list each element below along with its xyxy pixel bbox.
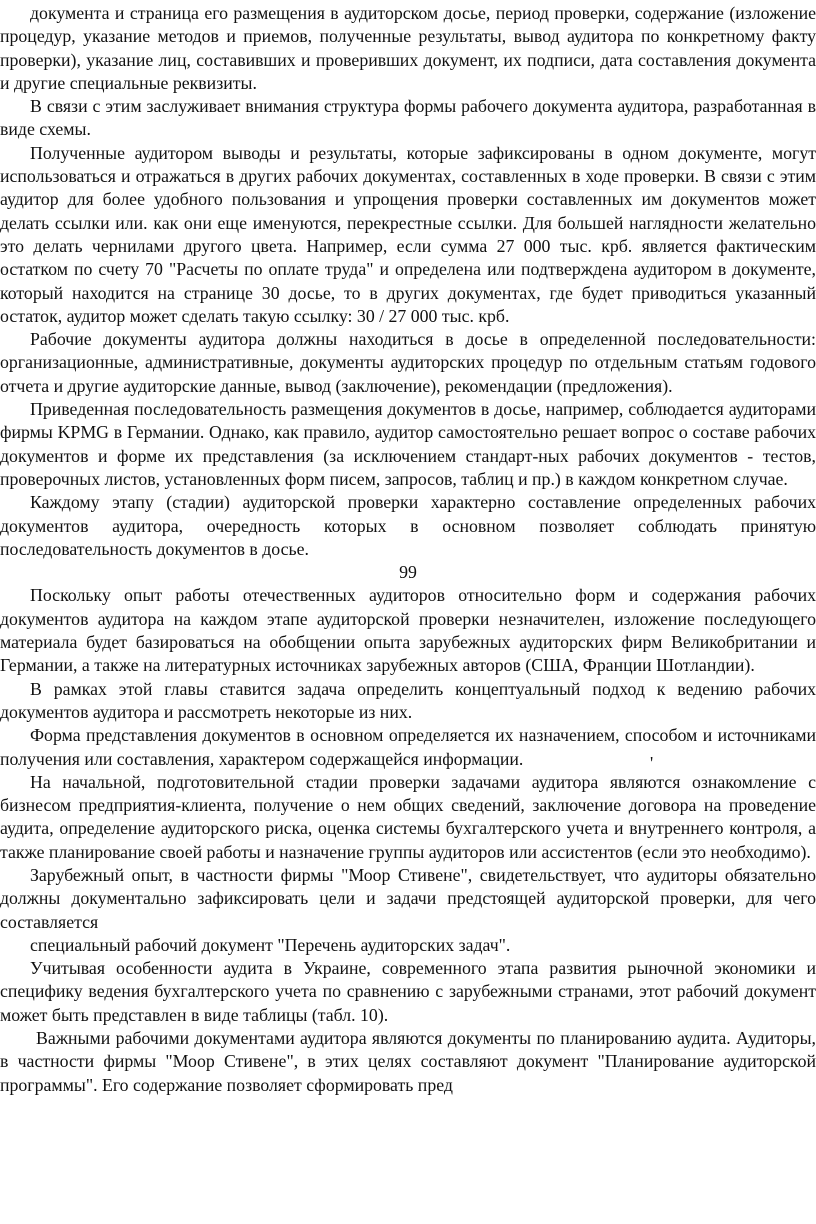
paragraph-11: Зарубежный опыт, в частности фирмы "Моор Стивене", свидетельствует, что аудиторы обязательно должны документально зафиксировать цели и задачи предстоящей аудиторской проверки, для чего составляется (0, 864, 816, 932)
paragraph-7: Поскольку опыт работы отечественных аудиторов относительно форм и содержания рабочих документов аудитора на каждом этапе аудиторской проверки незначителен, изложение последующего материала будет базироваться на обобщении опыта зарубежных аудиторских фирм Великобритании и Германии, а также на литературных источниках зарубежных авторов (США, Франции Шотландии). (0, 585, 816, 676)
paragraph-8: В рамках этой главы ставится задача определить концептуальный подход к ведению рабочих документов аудитора и рассмотреть некоторые из них. (0, 678, 816, 722)
paragraph-3: Полученные аудитором выводы и результаты, которые зафиксированы в одном документе, могут использоваться и отражаться в других рабочих документах, составленных в ходе проверки. В связи с этим аудитор для более удобного пользования и упрощения проверки составленных им документов может делать ссылки или. как они еще именуются, перекрестные ссылки. Для большей наглядности желательно это делать чернилами другого цвета. Например, если сумма 27 000 тыс. крб. является фактическим остатком по счету 70 "Расчеты по оплате труда" и определена или подтверждена аудитором в документе, который находится на странице 30 досье, то в других документах, где будет приводиться указанный остаток, аудитор может сделать такую ссылку: 30 / 27 000 тыс. крб. (0, 142, 816, 326)
paragraph-5: Приведенная последовательность размещения документов в досье, например, соблюдается аудиторами фирмы KPMG в Германии. Однако, как правило, аудитор самостоятельно решает вопрос о составе рабочих документов и форме их представления (за исключением стандарт-ных рабочих документов - тестов, проверочных листов, установленных форм писем, запросов, таблиц и пр.) в каждом конкретном случае. (0, 399, 816, 489)
paragraph-6: Каждому этапу (стадии) аудиторской проверки характерно составление определенных рабочих документов аудитора, очередность которых в основном позволяет соблюдать принятую последовательность документов в досье. (0, 492, 816, 559)
stray-mark: ' (650, 753, 654, 773)
paragraph-2: В связи с этим заслуживает внимания структура формы рабочего документа аудитора, разработанная в виде схемы. (0, 96, 816, 140)
paragraph-14: Важными рабочими документами аудитора являются документы по планированию аудита. Аудиторы, в частности фирмы "Моор Стивене", в этих целях составляют документ "Планирование аудиторской программы". Его содержание позволяет сформировать пред (0, 1028, 816, 1095)
paragraph-12: специальный рабочий документ "Перечень аудиторских задач". (30, 934, 511, 955)
paragraph-4: Рабочие документы аудитора должны находиться в досье в определенной последовательности: организационные, административные, документы аудиторских процедур по отдельным статьям годового отчета и другие аудиторские данные, вывод (заключение), рекомендации (предложения). (0, 329, 816, 396)
paragraph-9: Форма представления документов в основном определяется их назначением, способом и источниками получения или составления, характером содержащейся информации. (0, 725, 816, 769)
page-number: 99 (399, 562, 417, 583)
paragraph-10: На начальной, подготовительной стадии проверки задачами аудитора являются ознакомление с бизнесом предприятия-клиента, получение о нем общих сведений, заключение договора на проведение аудита, определение аудиторского риска, оценка системы бухгалтерского учета и внутреннего контроля, а также планирование своей работы и назначение группы аудиторов или ассистентов (если это необходимо). (0, 771, 816, 862)
paragraph-1: документа и страница его размещения в аудиторском досье, период проверки, содержание (изложение процедур, указание методов и приемов, полученные результаты, вывод аудитора по конкретному факту проверки), указание лиц, составивших и проверивших документ, их подписи, дата составления документа и другие специальные реквизиты. (0, 3, 816, 93)
paragraph-13: Учитывая особенности аудита в Украине, современного этапа развития рыночной экономики и специфику ведения бухгалтерского учета по сравнению с зарубежными странами, этот рабочий документ может быть представлен в виде таблицы (табл. 10). (0, 958, 816, 1025)
